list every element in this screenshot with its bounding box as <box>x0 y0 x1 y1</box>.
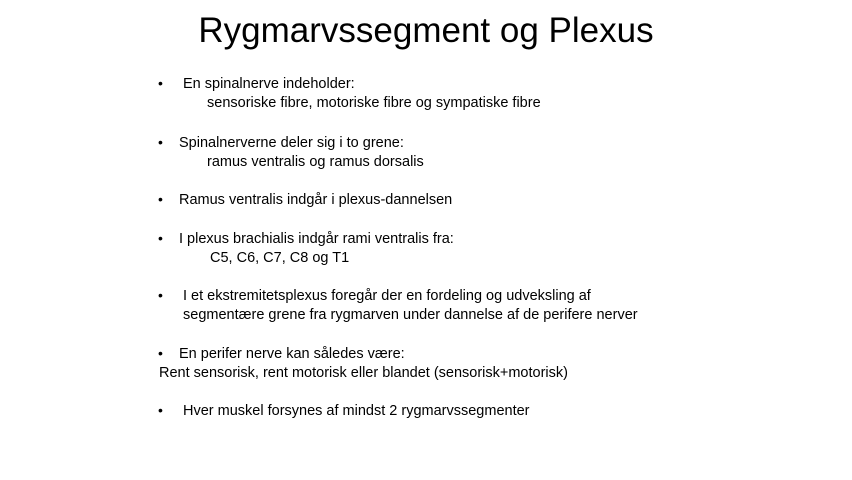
bullet-text: Hver muskel forsynes af mindst 2 rygmarvssegmenter <box>183 403 530 419</box>
bullet-subtext: C5, C6, C7, C8 og T1 <box>210 250 350 266</box>
bullet-text: En perifer nerve kan således være: <box>179 346 405 362</box>
bullet-text: I et ekstremitetsplexus foregår der en fordeling og udveksling af <box>183 288 591 304</box>
bullet-marker: • <box>158 230 163 246</box>
bullet-text: En spinalnerve indeholder: <box>183 76 355 92</box>
bullet-marker: • <box>158 345 163 361</box>
bullet-marker: • <box>158 134 163 150</box>
bullet-marker: • <box>158 287 163 303</box>
bullet-marker: • <box>158 75 163 91</box>
bullet-subtext: ramus ventralis og ramus dorsalis <box>207 154 424 170</box>
bullet-text: I plexus brachialis indgår rami ventralis fra: <box>179 231 454 247</box>
bullet-subtext: Rent sensorisk, rent motorisk eller blandet (sensorisk+motorisk) <box>159 365 568 381</box>
bullet-text: Spinalnerverne deler sig i to grene: <box>179 135 404 151</box>
slide-title: Rygmarvssegment og Plexus <box>198 11 654 50</box>
bullet-subtext: segmentære grene fra rygmarven under dannelse af de perifere nerver <box>183 307 638 323</box>
bullet-marker: • <box>158 402 163 418</box>
bullet-marker: • <box>158 191 163 207</box>
bullet-text: Ramus ventralis indgår i plexus-dannelsen <box>179 192 453 208</box>
bullet-subtext: sensoriske fibre, motoriske fibre og sympatiske fibre <box>207 95 541 111</box>
